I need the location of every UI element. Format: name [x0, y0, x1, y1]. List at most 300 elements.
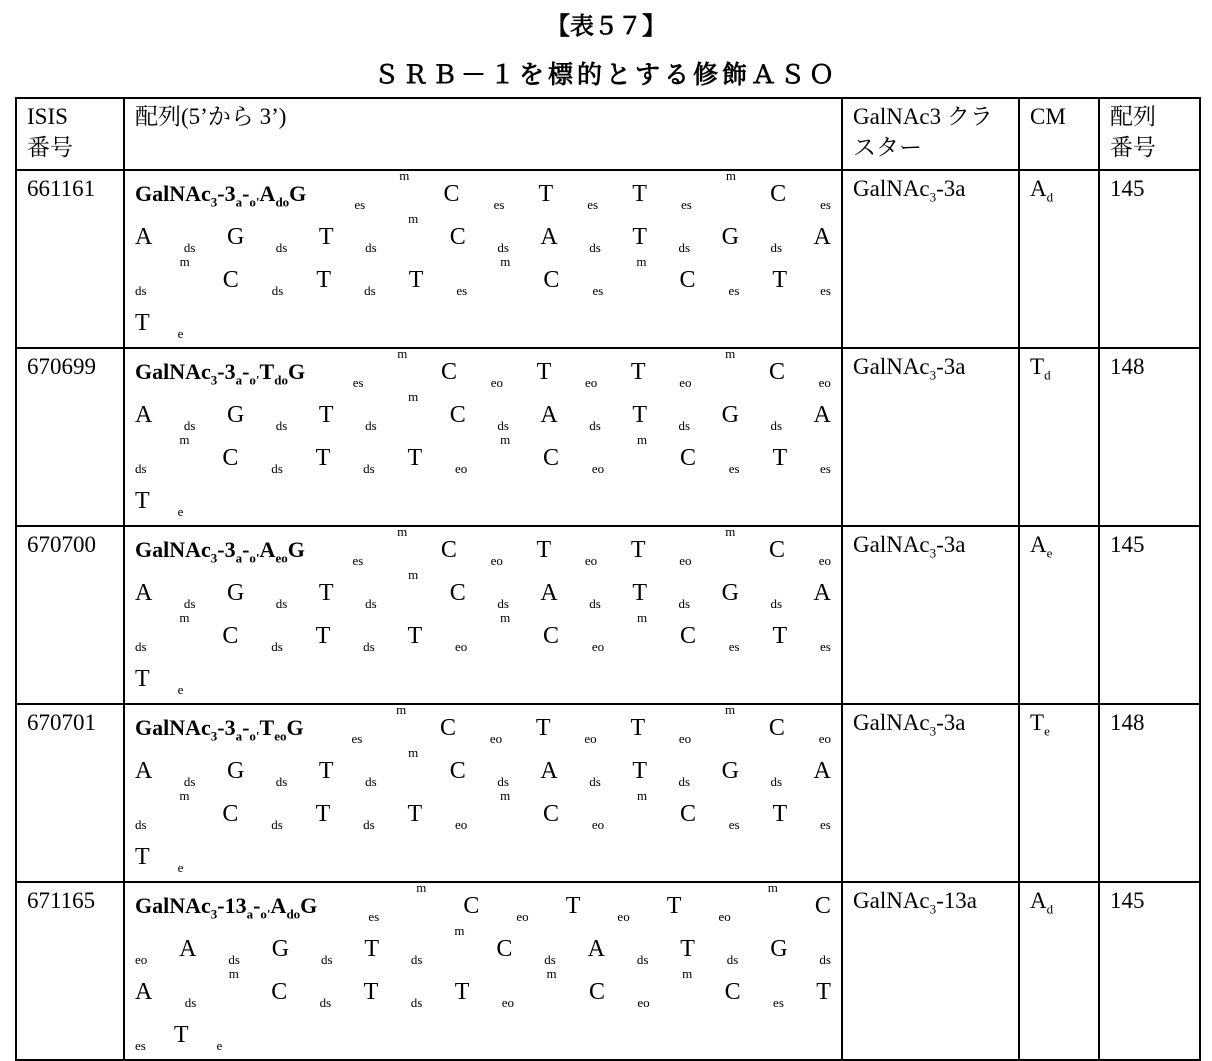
- linkage-subscript: ds: [365, 239, 377, 257]
- sequence-line: [135, 480, 831, 523]
- linkage-subscript: e: [178, 859, 184, 877]
- nucleobase: T: [407, 620, 422, 652]
- prefix-subscript: a: [247, 906, 254, 921]
- prefix-subscript: 3: [211, 194, 218, 209]
- header-isis-label: ISIS 番号: [27, 101, 87, 163]
- nucleobase: A: [135, 577, 152, 609]
- table-row: [16, 704, 1200, 882]
- nucleobase: C: [769, 534, 785, 566]
- linkage-subscript: es: [353, 374, 364, 392]
- header-row: [16, 98, 1200, 170]
- nucleobase: T: [316, 442, 331, 474]
- sequence-line: [135, 1014, 831, 1057]
- cluster-name: GalNAc: [853, 176, 930, 201]
- prefix-subscript: a: [236, 194, 243, 209]
- isis-number: 670700: [16, 526, 124, 704]
- nucleobase: T: [174, 1019, 189, 1051]
- nucleobase: C: [680, 442, 696, 474]
- nucleobase: C: [589, 976, 605, 1008]
- nucleobase: T: [319, 399, 334, 431]
- linkage-subscript: ds: [589, 773, 601, 791]
- linkage-subscript: es: [820, 282, 831, 300]
- cm-cell: [1019, 526, 1099, 704]
- nucleobase: C: [450, 399, 466, 431]
- sequence-line: [135, 928, 831, 971]
- aso-table: [15, 97, 1201, 1061]
- linkage-subscript: ds: [819, 951, 831, 969]
- nucleobase: A: [814, 221, 831, 253]
- cluster-cell: [842, 526, 1019, 704]
- prefix-text: G: [288, 537, 305, 562]
- linkage-subscript: eo: [679, 552, 691, 570]
- linkage-subscript: ds: [276, 595, 288, 613]
- linkage-subscript: ds: [272, 282, 284, 300]
- prefix-subscript: a: [236, 550, 243, 565]
- cluster-subscript: 3: [930, 724, 937, 739]
- linkage-subscript: ds: [589, 417, 601, 435]
- nucleobase: G: [722, 755, 739, 787]
- nucleobase: G: [227, 399, 244, 431]
- nucleobase: G: [227, 755, 244, 787]
- nucleobase: C: [441, 534, 457, 566]
- cluster-cell: [842, 348, 1019, 526]
- prefix-text: -: [242, 715, 249, 740]
- prefix-subscript: do: [286, 906, 300, 921]
- linkage-subscript: ds: [276, 239, 288, 257]
- linkage-subscript: es: [729, 638, 740, 656]
- methyl-mark: m: [725, 523, 735, 541]
- isis-number: 671165: [16, 882, 124, 1060]
- linkage-subscript: es: [587, 196, 598, 214]
- linkage-subscript: eo: [584, 730, 596, 748]
- linkage-subscript: ds: [135, 638, 147, 656]
- cluster-suffix: -3a: [936, 176, 965, 201]
- header-cluster-label: GalNAc3 クラスター: [853, 101, 993, 163]
- nucleobase: T: [632, 399, 647, 431]
- linkage-subscript: ds: [770, 239, 782, 257]
- prefix-text: GalNAc: [135, 181, 211, 206]
- cluster-name: GalNAc: [853, 532, 930, 557]
- linkage-subscript: ds: [276, 773, 288, 791]
- linkage-subscript: eo: [819, 374, 831, 392]
- linkage-subscript: ds: [679, 773, 691, 791]
- linkage-subscript: eo: [679, 374, 691, 392]
- sequence-line: [135, 658, 831, 701]
- prefix-text: A: [271, 893, 287, 918]
- linkage-subscript: e: [178, 503, 184, 521]
- linkage-subscript: es: [354, 196, 365, 214]
- methyl-mark: m: [396, 701, 406, 719]
- prefix-subscript: do: [275, 194, 289, 209]
- linkage-subscript: ds: [497, 417, 509, 435]
- prefix-text: G: [289, 181, 306, 206]
- linkage-subscript: es: [681, 196, 692, 214]
- header-cluster: [842, 98, 1019, 170]
- linkage-subscript: ds: [679, 595, 691, 613]
- linkage-subscript: eo: [502, 994, 514, 1012]
- sequence-line: [135, 173, 831, 216]
- nucleobase: A: [135, 221, 152, 253]
- linkage-subscript: eo: [585, 552, 597, 570]
- isis-number: 661161: [16, 170, 124, 348]
- linkage-subscript: ds: [184, 773, 196, 791]
- prefix-subscript: o': [249, 728, 259, 743]
- cluster-subscript: 3: [930, 190, 937, 205]
- methyl-mark: m: [454, 922, 464, 940]
- cluster-cell: [842, 170, 1019, 348]
- linkage-subscript: ds: [363, 460, 375, 478]
- methyl-mark: m: [637, 609, 647, 627]
- cluster-cell: [842, 704, 1019, 882]
- nucleobase: G: [722, 399, 739, 431]
- nucleobase: T: [630, 712, 645, 744]
- linkage-subscript: eo: [819, 730, 831, 748]
- methyl-mark: m: [637, 787, 647, 805]
- linkage-subscript: es: [729, 816, 740, 834]
- nucleobase: G: [227, 221, 244, 253]
- methyl-mark: m: [637, 431, 647, 449]
- linkage-subscript: ds: [135, 282, 147, 300]
- nucleobase: T: [537, 356, 552, 388]
- sequence-prefix: [135, 891, 317, 923]
- nucleobase: T: [364, 933, 379, 965]
- nucleobase: T: [632, 755, 647, 787]
- sequence-line: [135, 437, 831, 480]
- linkage-subscript: eo: [718, 908, 730, 926]
- linkage-subscript: ds: [679, 239, 691, 257]
- linkage-subscript: es: [494, 196, 505, 214]
- linkage-subscript: ds: [365, 773, 377, 791]
- cluster-suffix: -13a: [936, 888, 977, 913]
- nucleobase: T: [772, 442, 787, 474]
- sequence-line: [135, 793, 831, 836]
- prefix-subscript: o': [249, 550, 259, 565]
- methyl-mark: m: [725, 345, 735, 363]
- linkage-subscript: es: [820, 816, 831, 834]
- methyl-mark: m: [546, 965, 556, 983]
- isis-number: 670701: [16, 704, 124, 882]
- table-row: [16, 526, 1200, 704]
- methyl-mark: m: [682, 965, 692, 983]
- sequence-prefix: [135, 357, 305, 389]
- nucleobase: T: [319, 221, 334, 253]
- linkage-subscript: eo: [592, 816, 604, 834]
- linkage-subscript: eo: [491, 374, 503, 392]
- prefix-text: GalNAc: [135, 359, 211, 384]
- nucleobase: C: [222, 798, 238, 830]
- cm-cell: [1019, 704, 1099, 882]
- linkage-subscript: ds: [321, 951, 333, 969]
- nucleobase: A: [135, 755, 152, 787]
- cluster-name: GalNAc: [853, 354, 930, 379]
- linkage-subscript: ds: [411, 994, 423, 1012]
- linkage-subscript: ds: [770, 773, 782, 791]
- nucleobase: G: [722, 221, 739, 253]
- prefix-text: GalNAc: [135, 893, 211, 918]
- header-isis: [16, 98, 124, 170]
- prefix-text: GalNAc: [135, 537, 211, 562]
- methyl-mark: m: [408, 744, 418, 762]
- seq-id-number: 148: [1099, 704, 1200, 882]
- cluster-subscript: 3: [930, 902, 937, 917]
- linkage-subscript: eo: [490, 730, 502, 748]
- prefix-text: A: [260, 181, 276, 206]
- seq-id-number: 145: [1099, 882, 1200, 1060]
- methyl-mark: m: [726, 167, 736, 185]
- linkage-subscript: ds: [544, 951, 556, 969]
- nucleobase: C: [271, 976, 287, 1008]
- cm-subscript: d: [1047, 190, 1054, 205]
- prefix-text: -3: [217, 537, 235, 562]
- linkage-subscript: eo: [592, 638, 604, 656]
- nucleobase: T: [566, 890, 581, 922]
- prefix-subscript: 3: [211, 550, 218, 565]
- linkage-subscript: es: [729, 460, 740, 478]
- nucleobase: T: [135, 663, 150, 695]
- linkage-subscript: eo: [679, 730, 691, 748]
- sequence-cell: [124, 882, 842, 1060]
- prefix-text: -: [242, 359, 249, 384]
- seq-id-number: 145: [1099, 170, 1200, 348]
- sequence-line: [135, 529, 831, 572]
- linkage-subscript: eo: [516, 908, 528, 926]
- nucleobase: T: [135, 485, 150, 517]
- nucleobase: A: [814, 399, 831, 431]
- prefix-subscript: o': [249, 372, 259, 387]
- nucleobase: G: [770, 933, 787, 965]
- nucleobase: G: [227, 577, 244, 609]
- prefix-subscript: o': [260, 906, 270, 921]
- seq-id-number: 145: [1099, 526, 1200, 704]
- methyl-mark: m: [180, 253, 190, 271]
- header-cm: CM: [1019, 98, 1099, 170]
- prefix-text: -13: [217, 893, 246, 918]
- linkage-subscript: eo: [617, 908, 629, 926]
- nucleobase: C: [543, 798, 559, 830]
- prefix-text: T: [260, 359, 275, 384]
- nucleobase: T: [680, 933, 695, 965]
- header-seq-no-label: 配列 番号: [1110, 101, 1170, 163]
- table-row: [16, 882, 1200, 1060]
- methyl-mark: m: [416, 879, 426, 897]
- nucleobase: T: [772, 798, 787, 830]
- linkage-subscript: es: [351, 730, 362, 748]
- prefix-subscript: o': [249, 194, 259, 209]
- methyl-mark: m: [636, 253, 646, 271]
- sequence-line: [135, 351, 831, 394]
- linkage-subscript: e: [217, 1037, 223, 1055]
- nucleobase: A: [540, 221, 557, 253]
- cluster-suffix: -3a: [936, 354, 965, 379]
- linkage-subscript: ds: [365, 595, 377, 613]
- linkage-subscript: e: [178, 325, 184, 343]
- nucleobase: A: [540, 577, 557, 609]
- linkage-subscript: ds: [184, 595, 196, 613]
- prefix-subscript: 3: [211, 372, 218, 387]
- linkage-subscript: ds: [497, 239, 509, 257]
- prefix-text: -: [253, 893, 260, 918]
- sequence-line: [135, 394, 831, 437]
- methyl-mark: m: [229, 965, 239, 983]
- nucleobase: C: [463, 890, 479, 922]
- sequence-cell: [124, 170, 842, 348]
- linkage-subscript: es: [729, 282, 740, 300]
- cm-base: A: [1030, 532, 1047, 557]
- linkage-subscript: eo: [585, 374, 597, 392]
- sequence-prefix: [135, 535, 305, 567]
- linkage-subscript: ds: [589, 239, 601, 257]
- seq-id-number: 148: [1099, 348, 1200, 526]
- methyl-mark: m: [408, 210, 418, 228]
- prefix-text: -: [242, 537, 249, 562]
- linkage-subscript: ds: [770, 595, 782, 613]
- sequence-prefix: [135, 713, 304, 745]
- sequence-line: [135, 707, 831, 750]
- nucleobase: T: [316, 620, 331, 652]
- sequence-line: [135, 216, 831, 259]
- nucleobase: T: [536, 712, 551, 744]
- linkage-subscript: eo: [135, 951, 147, 969]
- linkage-subscript: ds: [184, 417, 196, 435]
- table-row: [16, 348, 1200, 526]
- nucleobase: T: [632, 178, 647, 210]
- linkage-subscript: ds: [363, 816, 375, 834]
- isis-number: 670699: [16, 348, 124, 526]
- sequence-line: [135, 259, 831, 302]
- linkage-subscript: ds: [364, 282, 376, 300]
- table-number: 【表５７】: [0, 6, 1212, 41]
- linkage-subscript: es: [820, 638, 831, 656]
- nucleobase: C: [450, 221, 466, 253]
- prefix-text: -3: [217, 359, 235, 384]
- nucleobase: C: [770, 178, 786, 210]
- nucleobase: T: [407, 442, 422, 474]
- sequence-line: [135, 885, 831, 928]
- linkage-subscript: ds: [637, 951, 649, 969]
- sequence-line: [135, 750, 831, 793]
- nucleobase: A: [540, 755, 557, 787]
- nucleobase: C: [680, 264, 696, 296]
- cm-cell: [1019, 882, 1099, 1060]
- sequence-line: [135, 836, 831, 879]
- cluster-suffix: -3a: [936, 532, 965, 557]
- prefix-subscript: a: [236, 728, 243, 743]
- prefix-text: A: [260, 537, 276, 562]
- linkage-subscript: ds: [497, 595, 509, 613]
- nucleobase: G: [272, 933, 289, 965]
- linkage-subscript: ds: [411, 951, 423, 969]
- cluster-cell: [842, 882, 1019, 1060]
- sequence-line: [135, 302, 831, 345]
- methyl-mark: m: [179, 431, 189, 449]
- nucleobase: T: [409, 264, 424, 296]
- prefix-text: -3: [217, 715, 235, 740]
- methyl-mark: m: [408, 566, 418, 584]
- linkage-subscript: ds: [679, 417, 691, 435]
- cluster-name: GalNAc: [853, 888, 930, 913]
- methyl-mark: m: [500, 787, 510, 805]
- nucleobase: A: [135, 399, 152, 431]
- methyl-mark: m: [500, 431, 510, 449]
- linkage-subscript: eo: [819, 552, 831, 570]
- nucleobase: C: [223, 264, 239, 296]
- nucleobase: T: [772, 620, 787, 652]
- linkage-subscript: ds: [365, 417, 377, 435]
- cm-base: A: [1030, 888, 1047, 913]
- cm-cell: [1019, 170, 1099, 348]
- linkage-subscript: es: [135, 1037, 146, 1055]
- linkage-subscript: eo: [455, 638, 467, 656]
- linkage-subscript: eo: [592, 460, 604, 478]
- sequence-cell: [124, 526, 842, 704]
- nucleobase: C: [769, 712, 785, 744]
- linkage-subscript: eo: [491, 552, 503, 570]
- nucleobase: C: [725, 976, 741, 1008]
- methyl-mark: m: [399, 167, 409, 185]
- linkage-subscript: eo: [455, 460, 467, 478]
- table-title: ＳＲＢ－１を標的とする修飾ＡＳＯ: [0, 55, 1212, 91]
- nucleobase: T: [537, 534, 552, 566]
- sequence-line: [135, 615, 831, 658]
- prefix-subscript: eo: [274, 728, 286, 743]
- nucleobase: T: [135, 307, 150, 339]
- linkage-subscript: e: [178, 681, 184, 699]
- prefix-text: G: [288, 359, 305, 384]
- cm-subscript: e: [1044, 724, 1050, 739]
- methyl-mark: m: [408, 388, 418, 406]
- linkage-subscript: ds: [135, 816, 147, 834]
- linkage-subscript: ds: [271, 638, 283, 656]
- linkage-subscript: ds: [271, 816, 283, 834]
- nucleobase: C: [543, 264, 559, 296]
- table-row: [16, 170, 1200, 348]
- cluster-subscript: 3: [930, 546, 937, 561]
- linkage-subscript: es: [368, 908, 379, 926]
- nucleobase: C: [543, 442, 559, 474]
- nucleobase: C: [543, 620, 559, 652]
- nucleobase: A: [814, 577, 831, 609]
- nucleobase: A: [814, 755, 831, 787]
- linkage-subscript: ds: [727, 951, 739, 969]
- cm-subscript: e: [1047, 546, 1053, 561]
- sequence-cell: [124, 348, 842, 526]
- cm-subscript: d: [1044, 368, 1051, 383]
- methyl-mark: m: [397, 345, 407, 363]
- nucleobase: T: [316, 798, 331, 830]
- nucleobase: T: [631, 534, 646, 566]
- nucleobase: C: [769, 356, 785, 388]
- nucleobase: A: [135, 976, 152, 1008]
- linkage-subscript: ds: [185, 994, 197, 1012]
- nucleobase: C: [450, 577, 466, 609]
- prefix-subscript: 3: [211, 728, 218, 743]
- nucleobase: C: [680, 620, 696, 652]
- prefix-text: G: [287, 715, 304, 740]
- linkage-subscript: es: [353, 552, 364, 570]
- nucleobase: C: [450, 755, 466, 787]
- sequence-cell: [124, 704, 842, 882]
- cm-cell: [1019, 348, 1099, 526]
- linkage-subscript: es: [592, 282, 603, 300]
- nucleobase: T: [667, 890, 682, 922]
- cluster-suffix: -3a: [936, 710, 965, 735]
- prefix-text: GalNAc: [135, 715, 211, 740]
- linkage-subscript: ds: [228, 951, 240, 969]
- sequence-prefix: [135, 179, 306, 211]
- nucleobase: T: [539, 178, 554, 210]
- linkage-subscript: eo: [637, 994, 649, 1012]
- methyl-mark: m: [725, 701, 735, 719]
